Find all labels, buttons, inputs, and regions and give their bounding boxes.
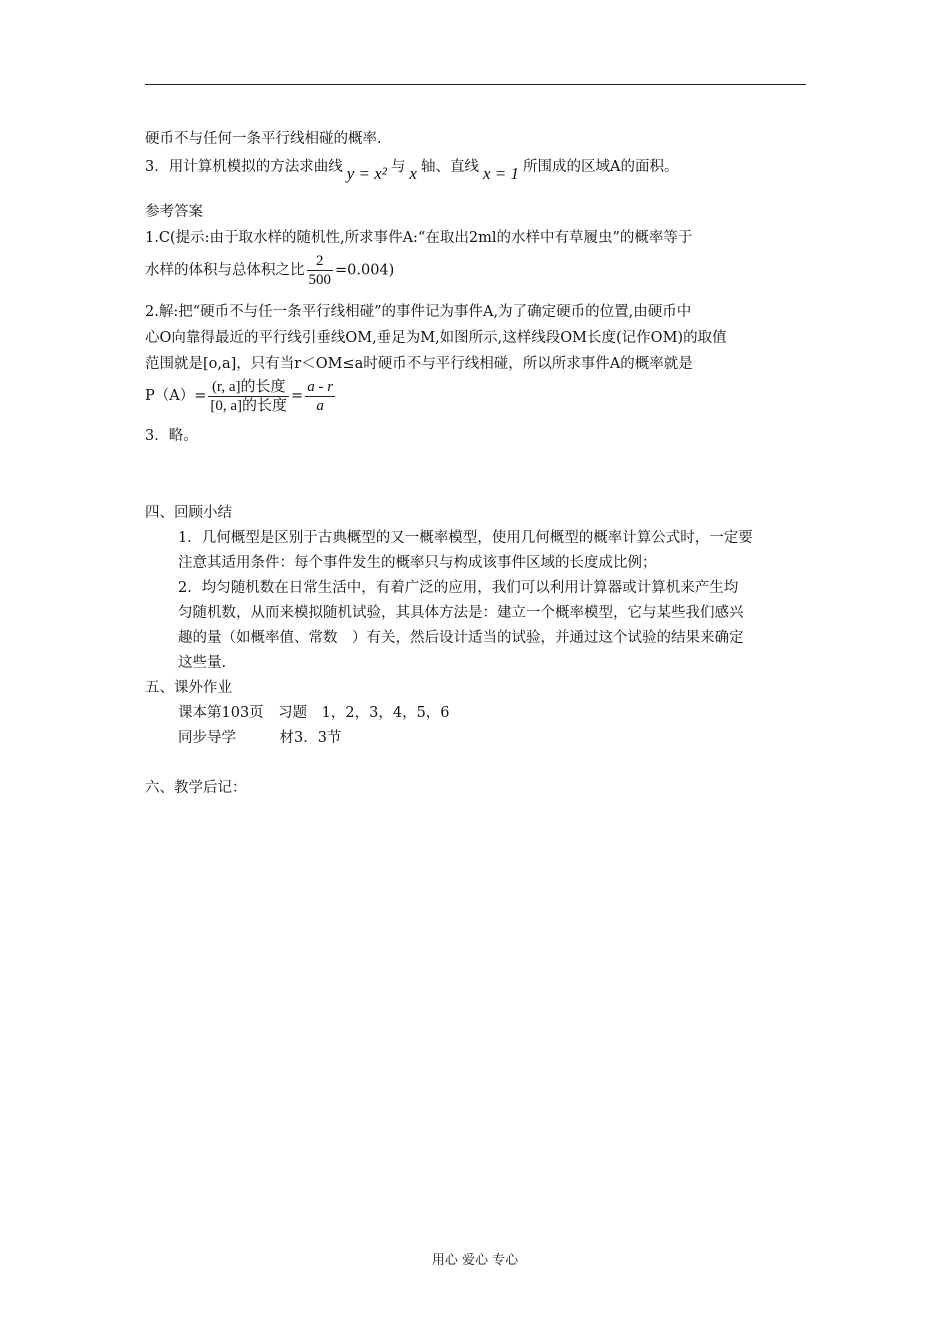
text-line: 注意其适用条件：每个事件发生的概率只与构成该事件区域的长度成比例； [178,555,657,571]
fraction-numerator: (r, a]的长度 [208,378,289,397]
text-line: 这些量. [178,655,227,671]
text-line: 匀随机数，从而来模拟随机试验，其具体方法是：建立一个概率模型，它与某些我们感兴 [178,605,744,621]
fraction [208,378,289,415]
text-line: 2.解:把“硬币不与任一条平行线相碰”的事件记为事件A,为了确定硬币的位置,由硬币中 [145,304,692,320]
text-line: 趣的量（如概率值、常数 ）有关，然后设计适当的试验，并通过这个试验的结果来确定 [178,630,744,646]
page-footer: 用心 爱心 专心 [431,1253,519,1268]
formula-curve: y = x² [346,164,387,183]
text-span: 水样的体积与总体积之比 [145,262,305,279]
text-line: 1.C(提示:由于取水样的随机性,所求事件A:“在取出2ml的水样中有草履虫”的概率等于 [145,230,693,246]
text-line-fraction [145,252,394,289]
formula-line: x = 1 [482,164,519,183]
probability-formula [145,376,337,416]
section-answers: 参考答案 [145,204,203,220]
text-line: 硬币不与任何一条平行线相碰的概率. [145,131,382,147]
fraction-denominator: 500 [308,272,331,288]
fraction-denominator: [0, a]的长度 [210,397,288,414]
fraction-numerator: a - r [307,378,334,395]
fraction [305,378,335,415]
text-line: 2．均匀随机数在日常生活中，有着广泛的应用，我们可以利用计算器或计算机来产生均 [178,580,739,596]
formula-x: x [409,164,417,183]
text-line: 1．几何概型是区别于古典概型的又一概率模型，使用几何概型的概率计算公式时，一定要 [178,530,753,546]
text-span: P（A）= [145,388,207,404]
text-line: 课本第103页 习题 1，2，3，4，5，6 [178,705,450,721]
text-line: 范围就是[o,a]，只有当r＜OM≤a时硬币不与平行线相碰，所以所求事件A的概率就是 [145,356,693,372]
fraction-numerator: 2 [307,252,334,271]
section-heading: 五、课外作业 [145,680,232,696]
text-span: 所围成的区域A的面积。 [522,159,679,175]
section-heading: 六、教学后记： [145,780,247,796]
text-span: = [291,388,304,404]
section-heading: 四、回顾小结 [145,505,232,521]
question-3 [145,156,679,183]
text-span: 轴、直线 [420,159,479,175]
text-line: 3．略。 [145,428,198,444]
text-span: 与 [390,159,406,175]
text-span: =0.004) [335,262,395,279]
header-rule [145,84,806,85]
text-line: 心O向靠得最近的平行线引垂线OM,垂足为M,如图所示,这样线段OM长度(记作OM)的取值 [145,330,727,346]
fraction [307,252,334,289]
text-line: 同步导学 材3．3节 [178,730,342,746]
text-span: 3．用计算机模拟的方法求曲线 [145,159,343,175]
fraction-denominator: a [316,397,324,414]
